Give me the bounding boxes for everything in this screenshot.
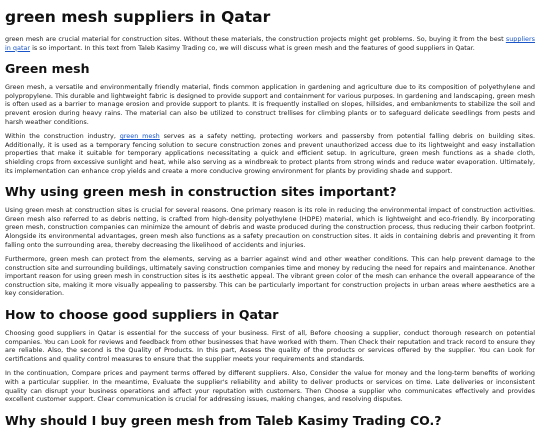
paragraph-text-start: Within the construction industry,: [5, 132, 120, 141]
paragraph-text-end: serves as a safety netting, protecting workers and passersby from potential falling debris on building sites. Additionally, it is used as a temporary fencing solution to secure construction zones and prevent unauthorized access due to its lightweight and easy installation properties that make it suitable for temporary applications necessitating a quick and efficient setup. In agriculture, green mesh functions as a shade cloth, shielding crops from excessive sunlight and heat, while also serving as a windbreak to protect plants from strong winds and reduce water evaporation. Ultimately, its implementation can enhance crop yields and create a more conducive growing environment for plants by providing shade and support.: [5, 132, 535, 175]
section-heading-how-to-choose: How to choose good suppliers in Qatar: [5, 307, 279, 323]
green-mesh-paragraph-1: Green mesh, a versatile and environmentally friendly material, finds common application in gardening and agriculture due to its composition of polyethylene and polypropylene. This durable and lightweight fabric is designed to provide support and containment for various purposes. In gardening and landscaping, green mesh is often used as a barrier to manage erosion and provide support to plants. It is frequently installed on slopes, hillsides, and embankments to stabilize the soil and prevent erosion during heavy rains. The material can also be utilized to construct trellises for climbing plants or to safeguard delicate seedlings from pests and harsh weather conditions.: [5, 83, 535, 126]
how-to-choose-paragraph-2: In the continuation, Compare prices and payment terms offered by different suppliers. Also, Consider the value for money and the long-term benefits of working with a particular supplier. In the meantime, Evaluate the supplier's reliability and ability to deliver products or services on time. Late deliveries or inconsistent quality can disrupt your business operations and affect your reputation with customers. Then Choose a supplier who communicates effectively and provides excellent customer support. Clear communication is crucial for addressing issues, making changes, and resolving disputes.: [5, 369, 535, 404]
green-mesh-paragraph-2: [5, 132, 535, 175]
green-mesh-link[interactable]: green mesh: [119, 132, 160, 141]
page-title: green mesh suppliers in Qatar: [5, 8, 271, 26]
why-using-paragraph-1: Using green mesh at construction sites is crucial for several reasons. One primary reason is its role in reducing the environmental impact of construction activities. Green mesh also referred to as debris netting, is crafted from high-density polyethylene (HDPE) material, which is lightweight and eco-friendly. By incorporating green mesh, construction companies can minimize the amount of debris and waste produced during the construction process, thus reducing their carbon footprint. Alongside its environmental advantages, green mesh also functions as a safety precaution on construction sites. It aids in containing debris and preventing it from falling onto the surrounding area, thereby decreasing the likelihood of accidents and injuries.: [5, 206, 535, 249]
section-heading-why-using: Why using green mesh in construction sites important?: [5, 184, 397, 200]
intro-text-start: green mesh are crucial material for construction sites. Without these materials, the construction projects might get problems. So, buying it from the best: [5, 35, 506, 43]
how-to-choose-paragraph-1: Choosing good suppliers in Qatar is essential for the success of your business. First of all, Before choosing a supplier, conduct thorough research on potential companies. You can Look for reviews and feedback from other businesses that have worked with them. Then Check their reputation and track record to ensure they are reliable. Also, the second is the Quality of Products. In this part, Assess the quality of the products or services offered by the supplier. You can Look for certifications and quality control measures to ensure that the supplier meets your requirements and standards.: [5, 329, 535, 363]
suppliers-in-qatar-link[interactable]: suppliers in qatar: [5, 35, 535, 52]
section-heading-why-buy: Why should I buy green mesh from Taleb Kasimy Trading CO.?: [5, 412, 442, 428]
why-using-paragraph-2: Furthermore, green mesh can protect from the elements, serving as a barrier against wind and other weather conditions. This can help prevent damage to the construction site and surrounding buildings, ultimately saving construction companies time and money by reducing the need for repairs and maintenance. Another important reason for using green mesh in construction sites is its aesthetic appeal. The vibrant green color of the mesh can enhance the overall appearance of the construction site, making it more visually appealing to passersby. This can be particularly important for construction projects in urban areas where aesthetics are a key consideration.: [5, 255, 535, 298]
section-heading-green-mesh: Green mesh: [5, 61, 90, 77]
intro-text-end: is so important. In this text from Taleb Kasimy Trading co, we will discuss what is green mesh and the features of good suppliers in Qatar.: [30, 43, 475, 52]
intro-paragraph: [5, 35, 535, 52]
